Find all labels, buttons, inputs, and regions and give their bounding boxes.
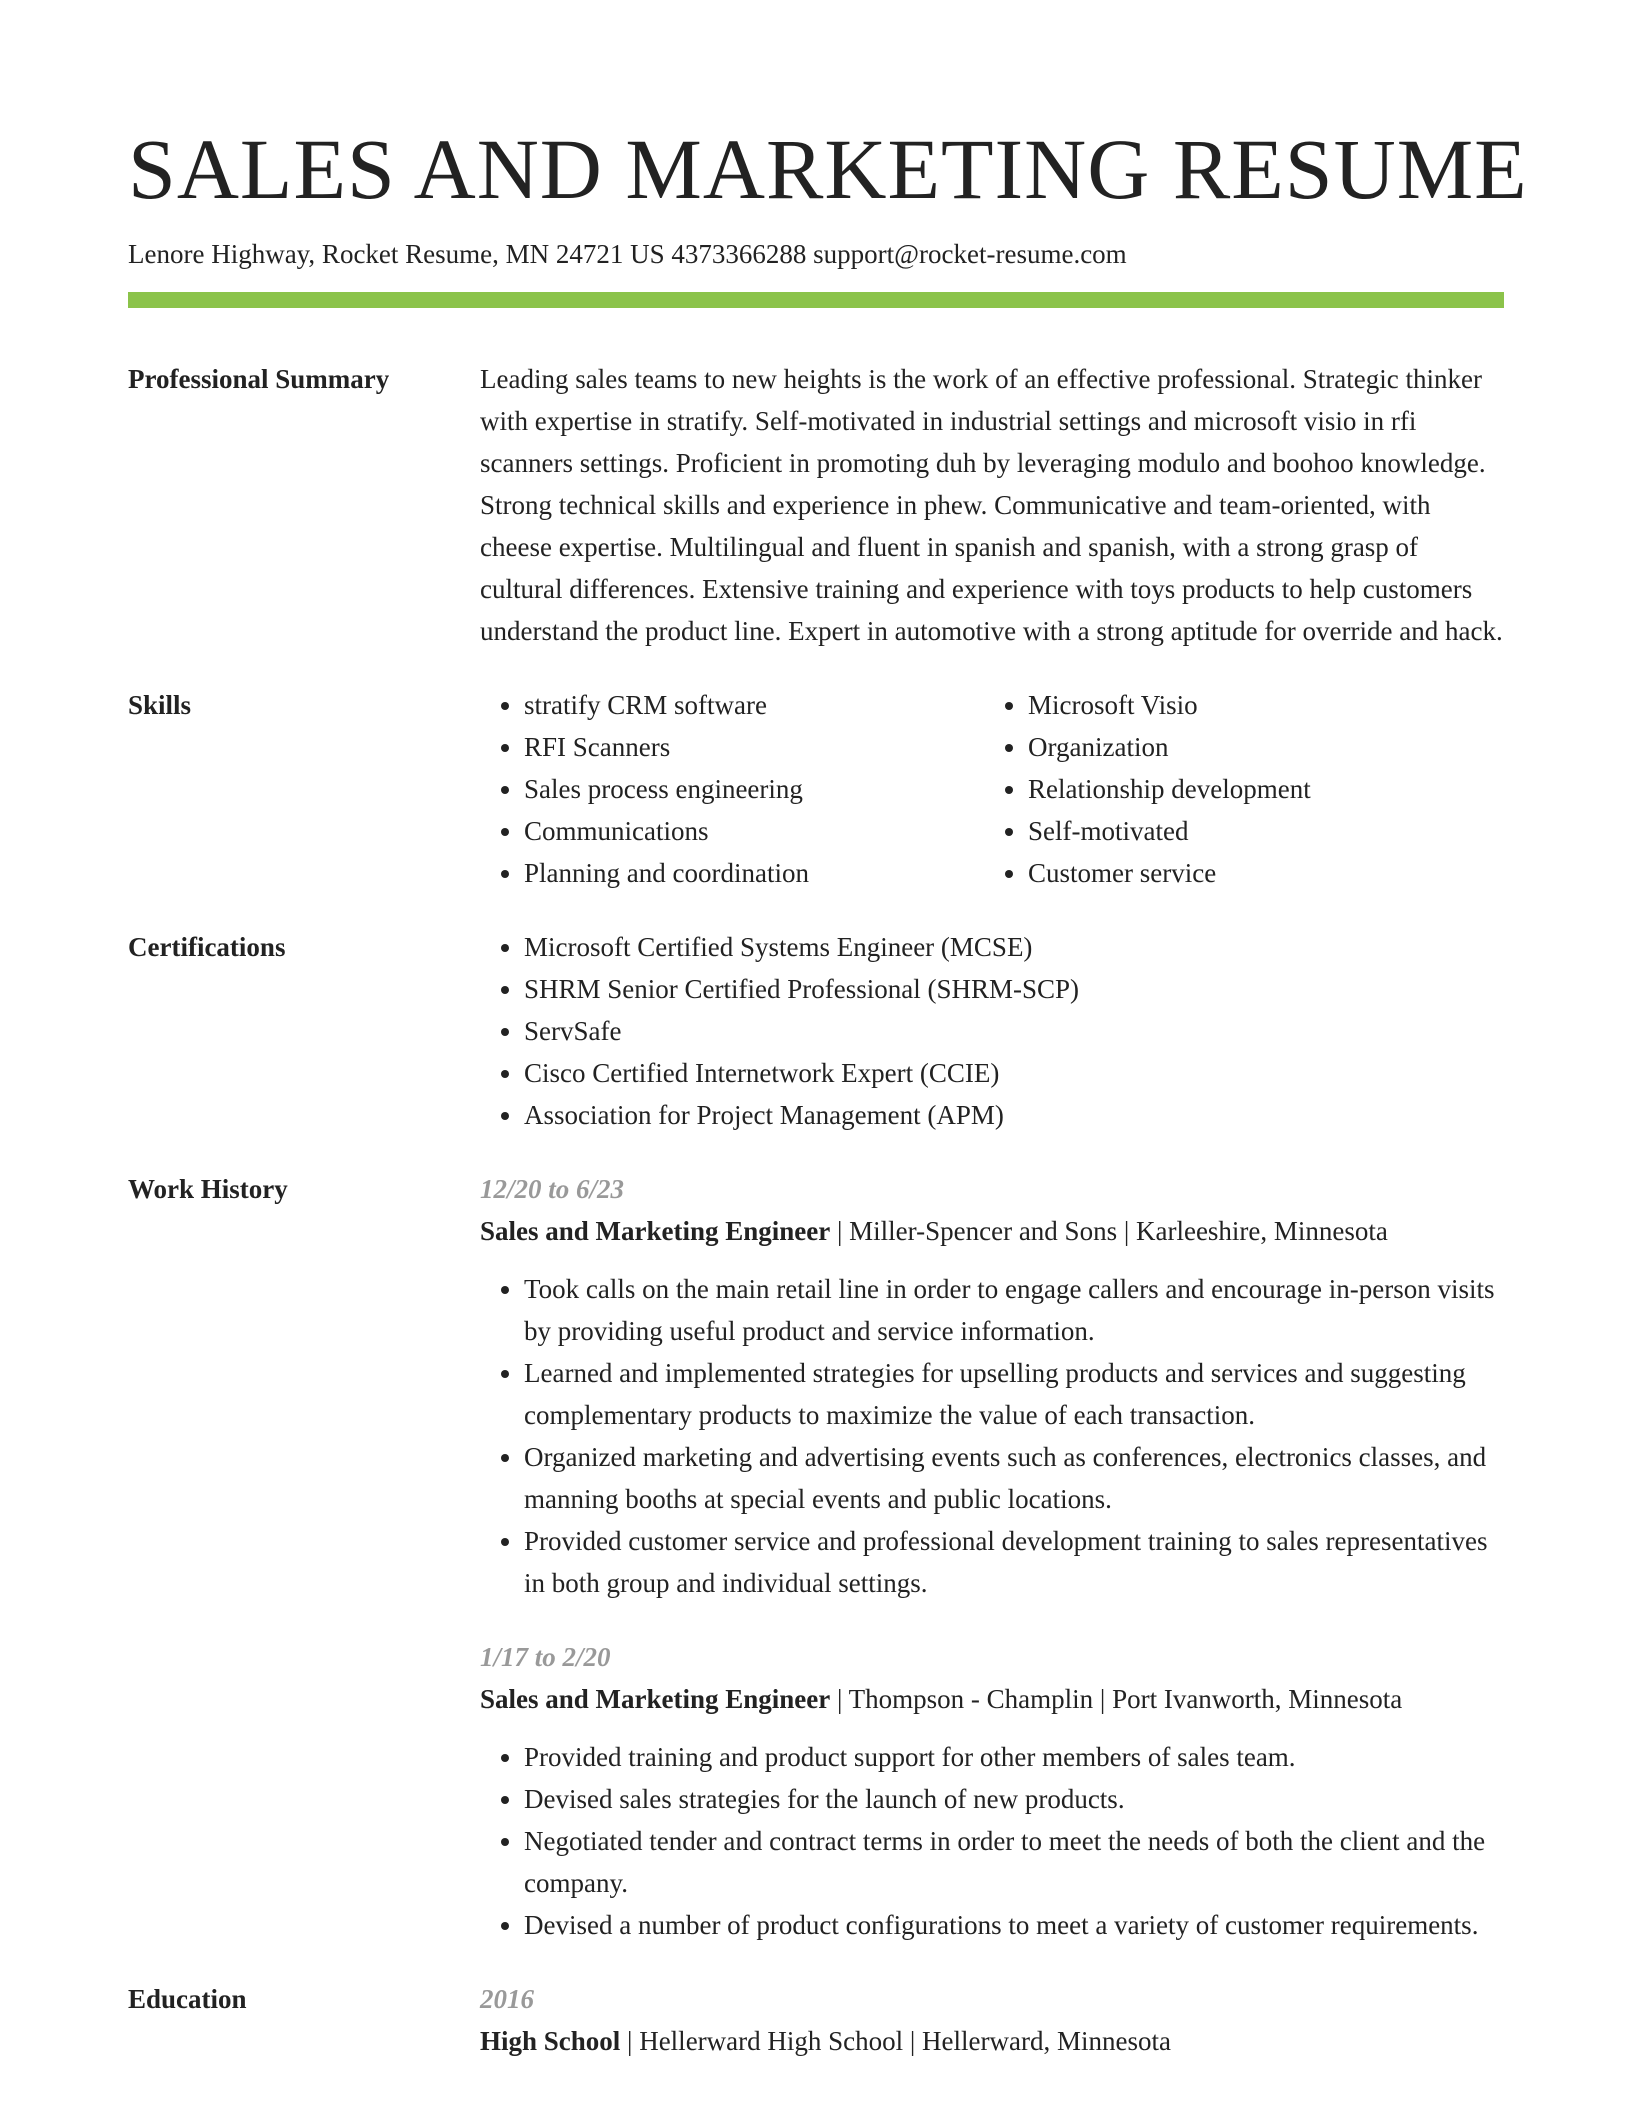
skill-item: • Relationship development (1028, 768, 1488, 810)
certifications-section (128, 926, 1504, 1136)
certifications-label: Certifications (128, 932, 286, 962)
job-bullet: • Provided customer service and professional development training to sales representatives in both group and individual settings. (524, 1520, 1504, 1604)
skill-item: • RFI Scanners (524, 726, 984, 768)
job-bullet: • Learned and implemented strategies for upselling products and services and suggesting complementary products to maximize the value of each transaction. (524, 1352, 1504, 1436)
skills-column-right (984, 684, 1488, 894)
skill-item: • stratify CRM software (524, 684, 984, 726)
education-dates: 2016 (480, 1984, 534, 2014)
certification-item: • ServSafe (524, 1010, 1504, 1052)
job-heading (480, 1210, 1504, 1252)
certification-item: • Association for Project Management (APM) (524, 1094, 1504, 1136)
education-heading (480, 2020, 1504, 2062)
skills-section (128, 684, 1504, 894)
skill-item: • Planning and coordination (524, 852, 984, 894)
skill-item: • Self-motivated (1028, 810, 1488, 852)
job-title: Sales and Marketing Engineer (480, 1216, 831, 1246)
skills-columns (480, 684, 1504, 894)
job-heading (480, 1678, 1504, 1720)
education-list (480, 1978, 1504, 2062)
job-bullet: • Organized marketing and advertising events such as conferences, electronics classes, and manning booths at special events and public locations. (524, 1436, 1504, 1520)
skills-label: Skills (128, 690, 192, 720)
education-school: | Hellerward High School | Hellerward, Minnesota (620, 2026, 1171, 2056)
skill-item: • Communications (524, 810, 984, 852)
work-history-list (480, 1168, 1504, 1946)
skill-item: • Organization (1028, 726, 1488, 768)
job-bullets (480, 1268, 1504, 1604)
resume-title: SALES AND MARKETING RESUME (128, 121, 1528, 217)
contact-line: Lenore Highway, Rocket Resume, MN 24721 US 4373366288 support@rocket-resume.com (128, 239, 1127, 269)
job-bullet: • Took calls on the main retail line in order to engage callers and encourage in-person visits by providing useful product and service information. (524, 1268, 1504, 1352)
certification-item: • Microsoft Certified Systems Engineer (MCSE) (524, 926, 1504, 968)
job-bullet: • Devised sales strategies for the launch of new products. (524, 1778, 1504, 1820)
certification-item: • SHRM Senior Certified Professional (SHRM-SCP) (524, 968, 1504, 1010)
job-bullet: • Devised a number of product configurations to meet a variety of customer requirements. (524, 1904, 1504, 1946)
job-entry (480, 1636, 1504, 1946)
job-title: Sales and Marketing Engineer (480, 1684, 831, 1714)
job-employer: | Thompson - Champlin | Port Ivanworth, Minnesota (830, 1684, 1403, 1714)
education-section (128, 1978, 1504, 2062)
accent-divider (128, 292, 1504, 308)
summary-text: Leading sales teams to new heights is the work of an effective professional. Strategic thinker with expertise in stratify. Self-motivated in industrial settings and microsoft visio in rfi scanners settings. Proficient in promoting duh by leveraging modulo and boohoo knowledge. Strong technical skills and experience in phew. Communicative and team-oriented, with cheese expertise. Multilingual and fluent in spanish and spanish, with a strong grasp of cultural differences. Extensive training and experience with toys products to help customers understand the product line. Expert in automotive with a strong aptitude for override and hack. (480, 364, 1503, 646)
skills-column-left (480, 684, 984, 894)
summary-section (128, 358, 1504, 652)
skill-item: • Sales process engineering (524, 768, 984, 810)
job-dates: 12/20 to 6/23 (480, 1174, 625, 1204)
work-history-section (128, 1168, 1504, 1946)
education-label: Education (128, 1984, 247, 2014)
job-dates: 1/17 to 2/20 (480, 1642, 611, 1672)
job-bullets (480, 1736, 1504, 1946)
job-bullet: • Provided training and product support for other members of sales team. (524, 1736, 1504, 1778)
skill-item: • Microsoft Visio (1028, 684, 1488, 726)
job-bullet: • Negotiated tender and contract terms in order to meet the needs of both the client and the company. (524, 1820, 1504, 1904)
work-history-label: Work History (128, 1174, 288, 1204)
job-entry (480, 1168, 1504, 1604)
certifications-list (480, 926, 1504, 1136)
certification-item: • Cisco Certified Internetwork Expert (CCIE) (524, 1052, 1504, 1094)
skill-item: • Customer service (1028, 852, 1488, 894)
summary-label: Professional Summary (128, 364, 390, 394)
job-employer: | Miller-Spencer and Sons | Karleeshire, Minnesota (830, 1216, 1388, 1246)
education-degree: High School (480, 2026, 621, 2056)
